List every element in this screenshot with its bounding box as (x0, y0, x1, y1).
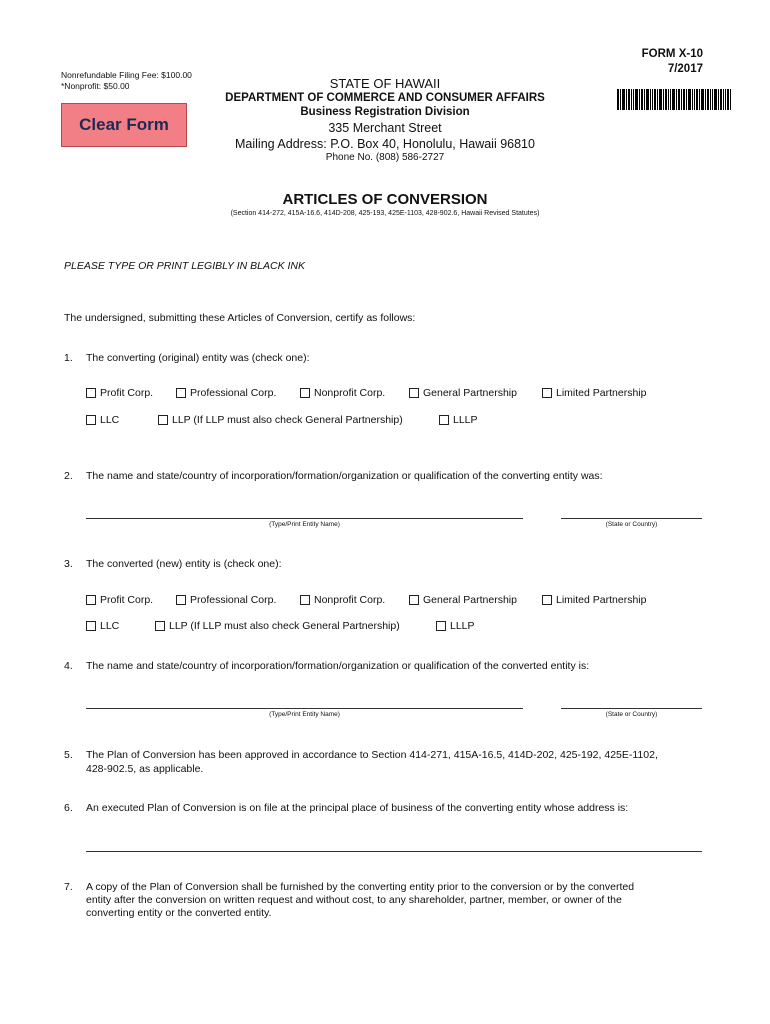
item-6-text: An executed Plan of Conversion is on file at the principal place of business of the converting entity whose address is: (86, 802, 629, 814)
checkbox-label: Professional Corp. (190, 387, 277, 399)
item-7-number: 7. (64, 881, 73, 893)
state-caption: (State or Country) (605, 521, 658, 528)
converting-checkbox-lllp[interactable] (439, 414, 478, 426)
item-4-number: 4. (64, 660, 73, 672)
checkbox-label: Nonprofit Corp. (314, 594, 386, 606)
header-mailing-address: Mailing Address: P.O. Box 40, Honolulu, Hawaii 96810 (235, 137, 535, 151)
converting-entity-name-field[interactable] (86, 518, 523, 519)
checkbox-box[interactable] (300, 595, 310, 605)
item-3-text: The converted (new) entity is (check one): (86, 558, 282, 570)
converting-checkbox-llc[interactable] (86, 414, 119, 426)
header-street: 335 Merchant Street (328, 121, 442, 135)
checkbox-label: General Partnership (423, 594, 517, 606)
checkbox-label: LLP (If LLP must also check General Partnership) (172, 414, 403, 426)
item-5-number: 5. (64, 749, 73, 761)
converting-checkbox-profit-corp[interactable] (86, 387, 153, 399)
checkbox-label: Profit Corp. (100, 594, 154, 606)
header-state: STATE OF HAWAII (329, 76, 441, 91)
checkbox-box[interactable] (542, 595, 552, 605)
converting-state-field[interactable] (561, 518, 702, 519)
page-title: ARTICLES OF CONVERSION (282, 191, 488, 208)
form-date: 7/2017 (667, 63, 703, 75)
form-id (642, 47, 703, 77)
item-2-text: The name and state/country of incorporation/formation/organization or qualification of the converting entity was: (86, 470, 603, 482)
statutes-reference: (Section 414-272, 415A-16.6, 414D-208, 425-193, 425E-1103, 428-902.6, Hawaii Revised Statutes) (230, 210, 540, 217)
converted-checkbox-profit-corp[interactable] (86, 594, 153, 606)
checkbox-label: LLLP (453, 414, 478, 426)
checkbox-box[interactable] (409, 388, 419, 398)
converting-checkbox-nonprofit-corp[interactable] (300, 387, 385, 399)
checkbox-box[interactable] (409, 595, 419, 605)
checkbox-box[interactable] (176, 388, 186, 398)
checkbox-box[interactable] (86, 388, 96, 398)
entity-name-caption: (Type/Print Entity Name) (269, 521, 340, 528)
checkbox-box[interactable] (542, 388, 552, 398)
checkbox-label: Professional Corp. (190, 594, 277, 606)
state-caption: (State or Country) (605, 711, 658, 718)
checkbox-box[interactable] (86, 595, 96, 605)
item-3-number: 3. (64, 558, 73, 570)
form-number: FORM X-10 (641, 48, 703, 60)
intro-text: The undersigned, submitting these Articles of Conversion, certify as follows: (64, 312, 416, 324)
item-2-number: 2. (64, 470, 73, 482)
checkbox-label: LLC (100, 620, 120, 632)
converted-checkbox-general-partnership[interactable] (409, 594, 517, 606)
item-1-number: 1. (64, 352, 73, 364)
checkbox-box[interactable] (176, 595, 186, 605)
checkbox-label: LLP (If LLP must also check General Partnership) (169, 620, 400, 632)
converting-checkbox-llp[interactable] (158, 414, 403, 426)
instruction-text: PLEASE TYPE OR PRINT LEGIBLY IN BLACK INK (64, 260, 306, 272)
header-department: DEPARTMENT OF COMMERCE AND CONSUMER AFFAIRS (225, 92, 545, 104)
converted-checkbox-llp[interactable] (155, 620, 400, 632)
item-6-number: 6. (64, 802, 73, 814)
checkbox-label: LLC (100, 414, 120, 426)
converting-checkbox-general-partnership[interactable] (409, 387, 517, 399)
converted-entity-name-field[interactable] (86, 708, 523, 709)
checkbox-label: Nonprofit Corp. (314, 387, 386, 399)
item-5-text-cont: 428-902.5, as applicable. (86, 763, 204, 775)
checkbox-box[interactable] (155, 621, 165, 631)
checkbox-box[interactable] (436, 621, 446, 631)
checkbox-label: Profit Corp. (100, 387, 154, 399)
converted-checkbox-lllp[interactable] (436, 620, 475, 632)
header-phone: Phone No. (808) 586-2727 (325, 152, 445, 163)
checkbox-box[interactable] (86, 415, 96, 425)
entity-name-caption: (Type/Print Entity Name) (269, 711, 340, 718)
filing-fee-text: Nonrefundable Filing Fee: $100.00 (61, 70, 192, 80)
item-1-text: The converting (original) entity was (check one): (86, 352, 310, 364)
clear-form-button[interactable]: Clear Form (61, 103, 187, 147)
nonprofit-fee-text: *Nonprofit: $50.00 (61, 81, 130, 91)
checkbox-label: LLLP (450, 620, 475, 632)
item-4-text: The name and state/country of incorporation/formation/organization or qualification of the converted entity is: (86, 660, 590, 672)
converted-checkbox-limited-partnership[interactable] (542, 594, 646, 606)
item-5-text: The Plan of Conversion has been approved in accordance to Section 414-271, 415A-16.5, 414D-202, 425-192, 425E-1102, (86, 749, 658, 761)
item-7-text-cont: entity after the conversion on written request and without cost, to any shareholder, partner, member, or owner of the (86, 894, 622, 906)
address-field[interactable] (86, 851, 702, 852)
converted-checkbox-nonprofit-corp[interactable] (300, 594, 385, 606)
converting-checkbox-professional-corp[interactable] (176, 387, 276, 399)
converted-checkbox-llc[interactable] (86, 620, 119, 632)
checkbox-box[interactable] (300, 388, 310, 398)
checkbox-label: General Partnership (423, 387, 517, 399)
checkbox-label: Limited Partnership (556, 594, 647, 606)
item-7-text: A copy of the Plan of Conversion shall be furnished by the converting entity prior to the conversion or by the converted (86, 881, 635, 893)
item-7-text-cont2: converting entity or the converted entity. (86, 907, 272, 919)
converted-checkbox-professional-corp[interactable] (176, 594, 276, 606)
checkbox-box[interactable] (158, 415, 168, 425)
checkbox-box[interactable] (86, 621, 96, 631)
converted-state-field[interactable] (561, 708, 702, 709)
checkbox-box[interactable] (439, 415, 449, 425)
checkbox-label: Limited Partnership (556, 387, 647, 399)
header-division: Business Registration Division (300, 106, 470, 118)
converting-checkbox-limited-partnership[interactable] (542, 387, 646, 399)
